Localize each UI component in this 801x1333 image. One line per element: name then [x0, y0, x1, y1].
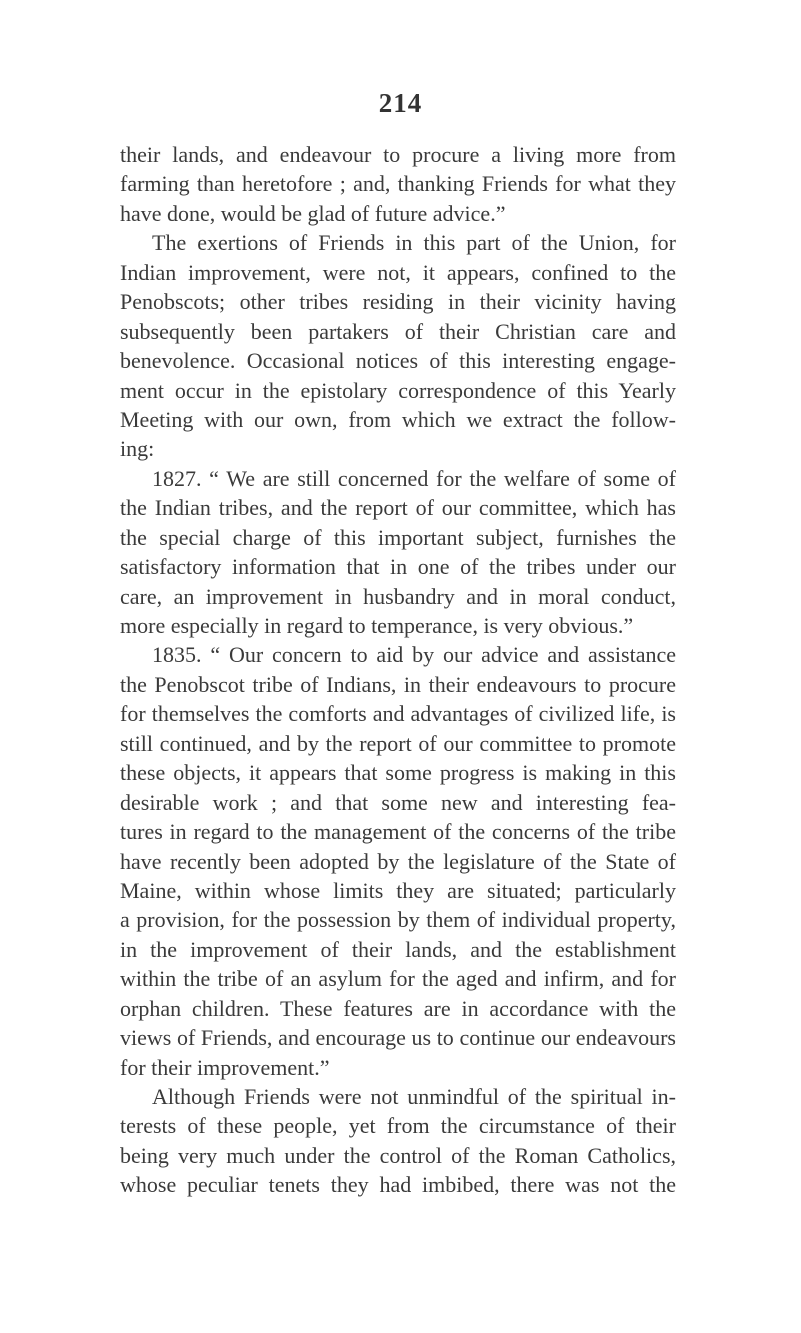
text-line: The exertions of Friends in this part of the Union, for — [152, 230, 676, 256]
text-line: whose peculiar tenets they had imbibed, there was not the — [120, 1172, 676, 1198]
text-line: the special charge of this important subject, furnishes the — [120, 524, 676, 550]
page-number: 214 — [378, 88, 423, 118]
text-line: Indian improvement, were not, it appears, confined to the — [120, 259, 676, 285]
text-line: the Indian tribes, and the report of our committee, which has — [120, 495, 676, 521]
text-line: their lands, and endeavour to procure a living more from — [120, 142, 676, 167]
text-line: a provision, for the possession by them of individual property, — [120, 907, 676, 933]
text-line: still continued, and by the report of our committee to promote — [120, 730, 676, 756]
text-line: ment occur in the epistolary correspondence of this Yearly — [120, 377, 676, 403]
text-line: desirable work ; and that some new and interesting fea- — [120, 789, 676, 815]
text-line: within the tribe of an asylum for the aged and infirm, and for — [120, 966, 676, 992]
text-line: terests of these people, yet from the circumstance of their — [120, 1113, 676, 1139]
text-line: Maine, within whose limits they are situated; particularly — [120, 877, 676, 903]
text-line: these objects, it appears that some progress is making in this — [120, 760, 676, 786]
body-text — [120, 140, 676, 1200]
text-line: 1835. “ Our concern to aid by our advice and assistance — [152, 642, 676, 668]
text-line: have recently been adopted by the legislature of the State of — [120, 848, 676, 874]
text-line: Although Friends were not unmindful of the spiritual in- — [152, 1084, 676, 1109]
text-line: orphan children. These features are in accordance with the — [120, 995, 676, 1021]
text-line: satisfactory information that in one of the tribes under our — [120, 554, 676, 580]
text-line: more especially in regard to temperance, is very obvious.” — [120, 613, 634, 638]
text-line: for themselves the comforts and advantages of civilized life, is — [120, 701, 676, 727]
text-line: care, an improvement in husbandry and in moral conduct, — [120, 583, 676, 609]
text-line: the Penobscot tribe of Indians, in their endeavours to procure — [120, 671, 676, 697]
text-line: being very much under the control of the Roman Catholics, — [120, 1142, 676, 1168]
text-line: farming than heretofore ; and, thanking Friends for what they — [120, 171, 676, 197]
text-line: Penobscots; other tribes residing in their vicinity having — [120, 289, 676, 315]
text-line: ing: — [120, 436, 155, 462]
text-line: have done, would be glad of future advice.” — [120, 200, 506, 226]
text-line: subsequently been partakers of their Christian care and — [120, 318, 676, 344]
text-line: tures in regard to the management of the concerns of the tribe — [120, 819, 676, 845]
text-line: Meeting with our own, from which we extract the follow- — [120, 406, 676, 432]
text-line: 1827. “ We are still concerned for the welfare of some of — [152, 465, 676, 491]
text-line: in the improvement of their lands, and the establishment — [120, 936, 676, 962]
text-line: for their improvement.” — [120, 1054, 330, 1080]
text-line: benevolence. Occasional notices of this interesting engage- — [120, 348, 676, 374]
text-line: views of Friends, and encourage us to continue our endeavours — [120, 1025, 676, 1051]
